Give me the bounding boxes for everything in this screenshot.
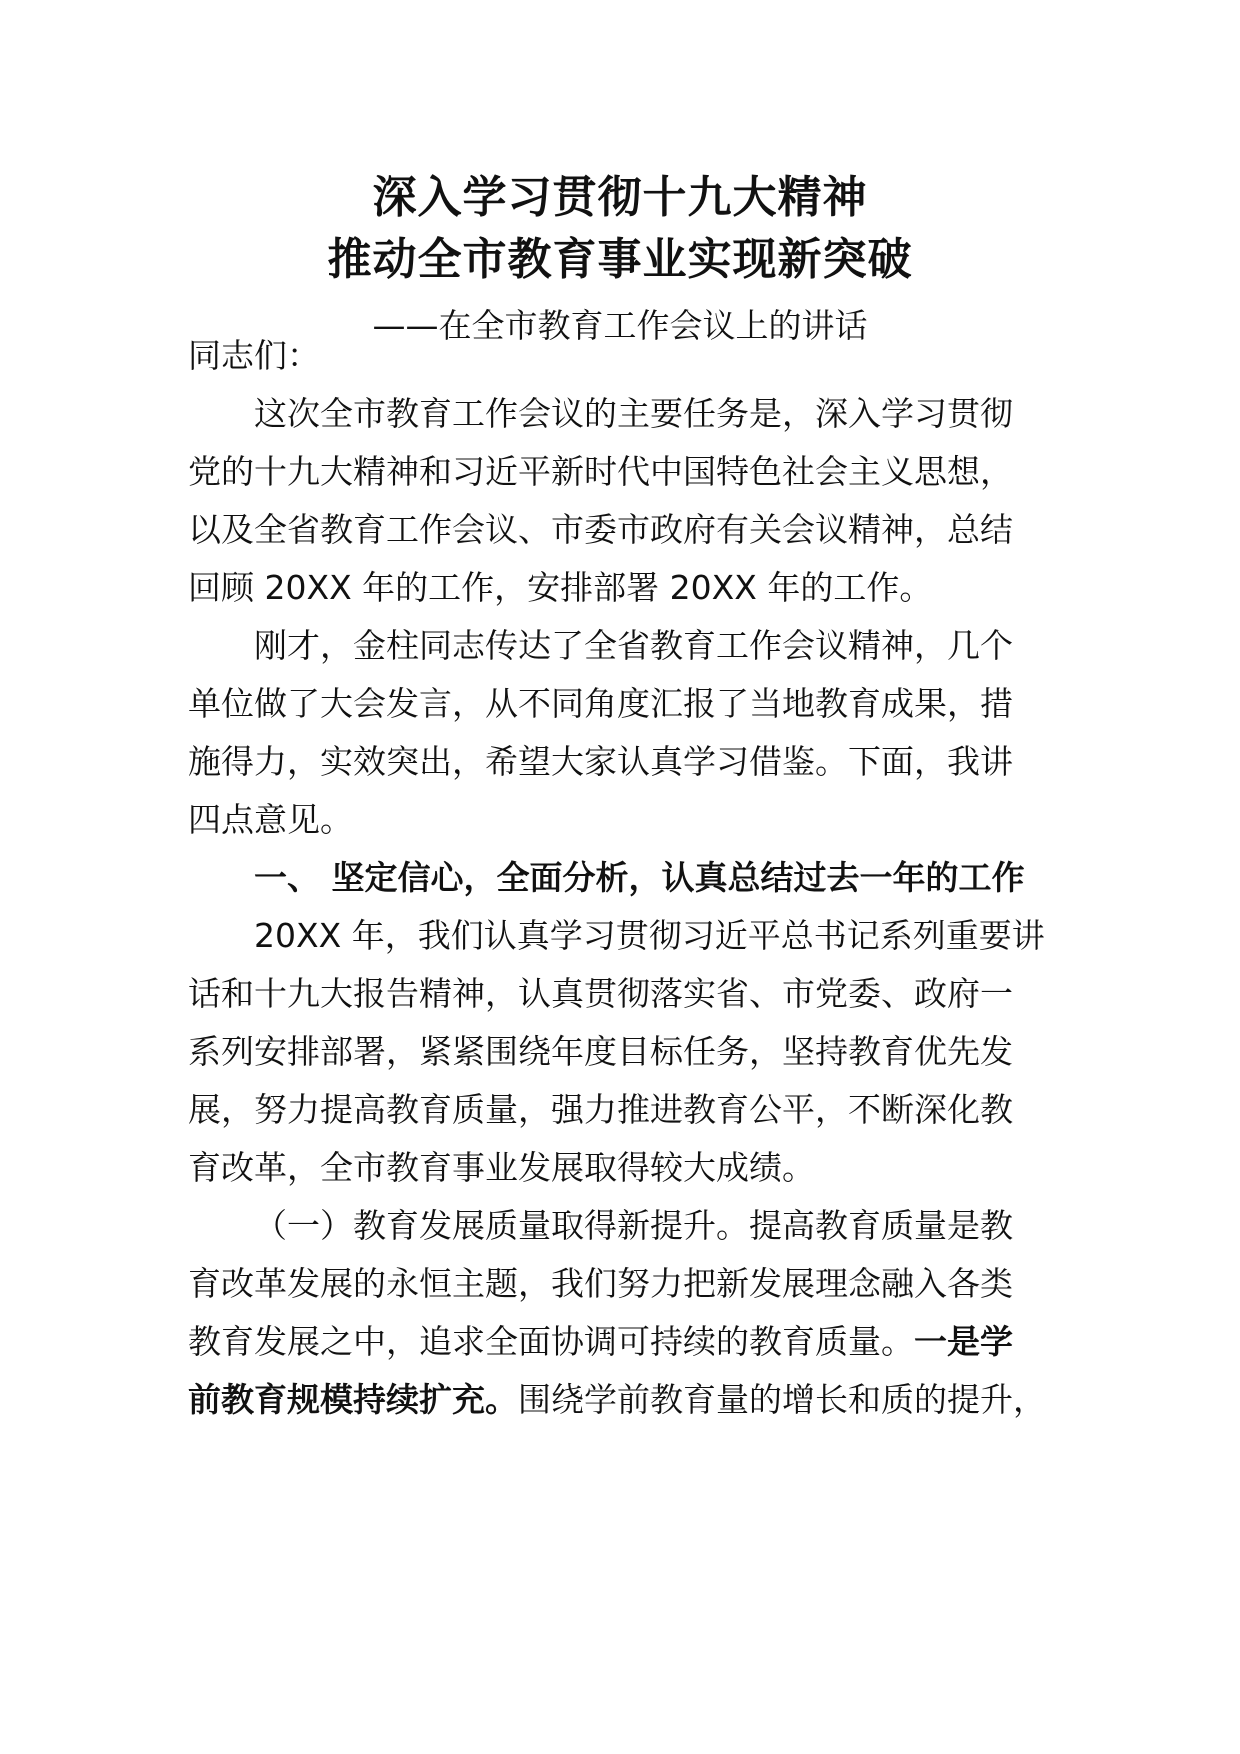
body-line: 以及全省教育工作会议、市委市政府有关会议精神，总结 xyxy=(188,510,1013,549)
body-line xyxy=(188,1378,1068,1422)
body-line: 话和十九大报告精神，认真贯彻落实省、市党委、政府一 xyxy=(188,974,1013,1013)
document-title-line-2: 推动全市教育事业实现新突破 xyxy=(327,234,913,285)
body-line: 党的十九大精神和习近平新时代中国特色社会主义思想， xyxy=(188,452,1013,491)
body-line: 育改革发展的永恒主题，我们努力把新发展理念融入各类 xyxy=(188,1264,1013,1303)
body-line: 系列安排部署，紧紧围绕年度目标任务，坚持教育优先发 xyxy=(188,1032,1013,1071)
body-text-segment: 教育发展之中，追求全面协调可持续的教育质量。 xyxy=(188,1322,914,1361)
body-line: 刚才，金柱同志传达了全省教育工作会议精神，几个 xyxy=(254,626,1013,665)
body-line: 四点意见。 xyxy=(188,800,353,839)
body-line: 单位做了大会发言，从不同角度汇报了当地教育成果，措 xyxy=(188,684,1013,723)
body-line: （一）教育发展质量取得新提升。提高教育质量是教 xyxy=(254,1206,1013,1245)
body-line: 育改革，全市教育事业发展取得较大成绩。 xyxy=(188,1148,815,1187)
body-line: 20XX 年，我们认真学习贯彻习近平总书记系列重要讲 xyxy=(254,916,1045,955)
salutation-line: 同志们： xyxy=(188,336,320,375)
body-line: 展，努力提高教育质量，强力推进教育公平，不断深化教 xyxy=(188,1090,1013,1129)
body-line: 回顾 20XX 年的工作，安排部署 20XX 年的工作。 xyxy=(188,568,933,607)
body-line: 这次全市教育工作会议的主要任务是，深入学习贯彻 xyxy=(254,394,1013,433)
body-text-segment: 围绕学前教育量的增长和质的提升， xyxy=(518,1380,1046,1419)
section-heading: 一、 坚定信心，全面分析，认真总结过去一年的工作 xyxy=(254,858,1025,897)
body-line: 施得力，实效突出，希望大家认真学习借鉴。下面，我讲 xyxy=(188,742,1013,781)
bold-text-segment: 前教育规模持续扩充。 xyxy=(188,1380,518,1419)
bold-text-segment: 一是学 xyxy=(914,1322,1013,1361)
document-subtitle: ——在全市教育工作会议上的讲话 xyxy=(372,306,868,345)
document-title-line-1: 深入学习贯彻十九大精神 xyxy=(372,172,868,223)
body-line xyxy=(188,1320,1068,1364)
